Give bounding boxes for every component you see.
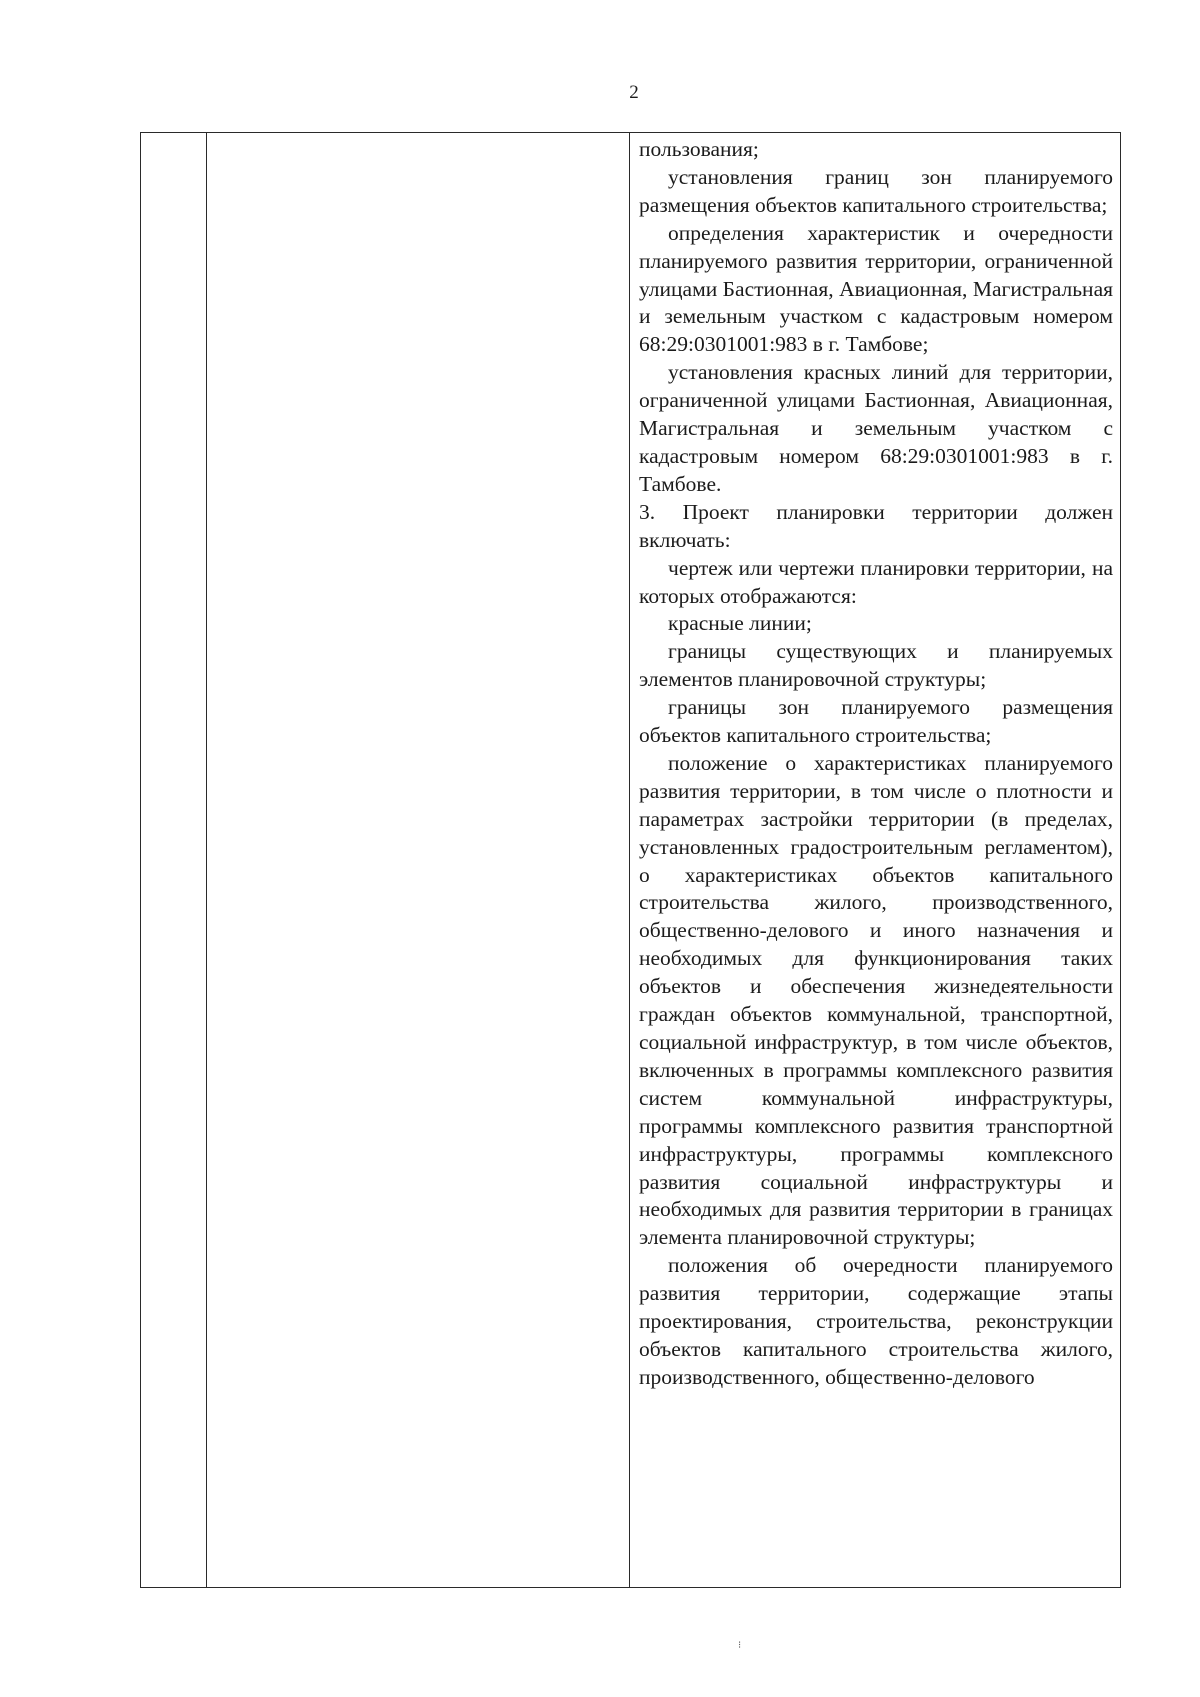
column-divider-2 (629, 133, 630, 1587)
paragraph: 3. Проект планировки территории должен включать: (639, 499, 1113, 552)
paragraph: установления границ зон планируемого размещения объектов капитального строительства; (639, 164, 1113, 217)
paragraph: положения об очередности планируемого развития территории, содержащие этапы проектирования, строительства, реконструкции объектов капитального строительства жилого, производственного, общественно-делового (639, 1253, 1113, 1389)
paragraph: определения характеристик и очередности планируемого развития территории, ограниченной улицами Бастионная, Авиационная, Магистральная и земельным участком с кадастровым номером 68:29:0301001:983 в г. Тамбове; (639, 220, 1113, 357)
paragraph: чертеж или чертежи планировки территории, на которых отображаются: (639, 555, 1113, 608)
paragraph: пользования; (639, 137, 759, 161)
document-table (140, 132, 1121, 1588)
paragraph: красные линии; (668, 611, 812, 636)
paragraph: установления красных линий для территории, ограниченной улицами Бастионная, Авиационная, Магистральная и земельным участком с кадастровым номером 68:29:0301001:983 в г. Тамбове. (639, 360, 1113, 496)
column-divider-1 (206, 133, 207, 1587)
table-cell-content (639, 136, 1113, 1392)
paragraph: границы зон планируемого размещения объектов капитального строительства; (639, 695, 1113, 748)
footer-mark: ⁝ (738, 1640, 742, 1651)
paragraph: положение о характеристиках планируемого развития территории, в том числе о плотности и параметрах застройки территории (в пределах, установленных градостроительным регламентом), о характеристиках объектов капитального строительства жилого, производственного, общественно-делового и иного назначения и необходимых для функционирования таких объектов и обеспечения жизнедеятельности граждан объектов коммунальной, транспортной, социальной инфраструктур, в том числе объектов, включенных в программы комплексного развития систем коммунальной инфраструктуры, программы комплексного развития транспортной инфраструктуры, программы комплексного развития социальной инфраструктуры и необходимых для развития территории в границах элемента планировочной структуры; (639, 750, 1113, 1250)
page-number: 2 (629, 82, 639, 103)
paragraph: границы существующих и планируемых элементов планировочной структуры; (639, 639, 1113, 692)
